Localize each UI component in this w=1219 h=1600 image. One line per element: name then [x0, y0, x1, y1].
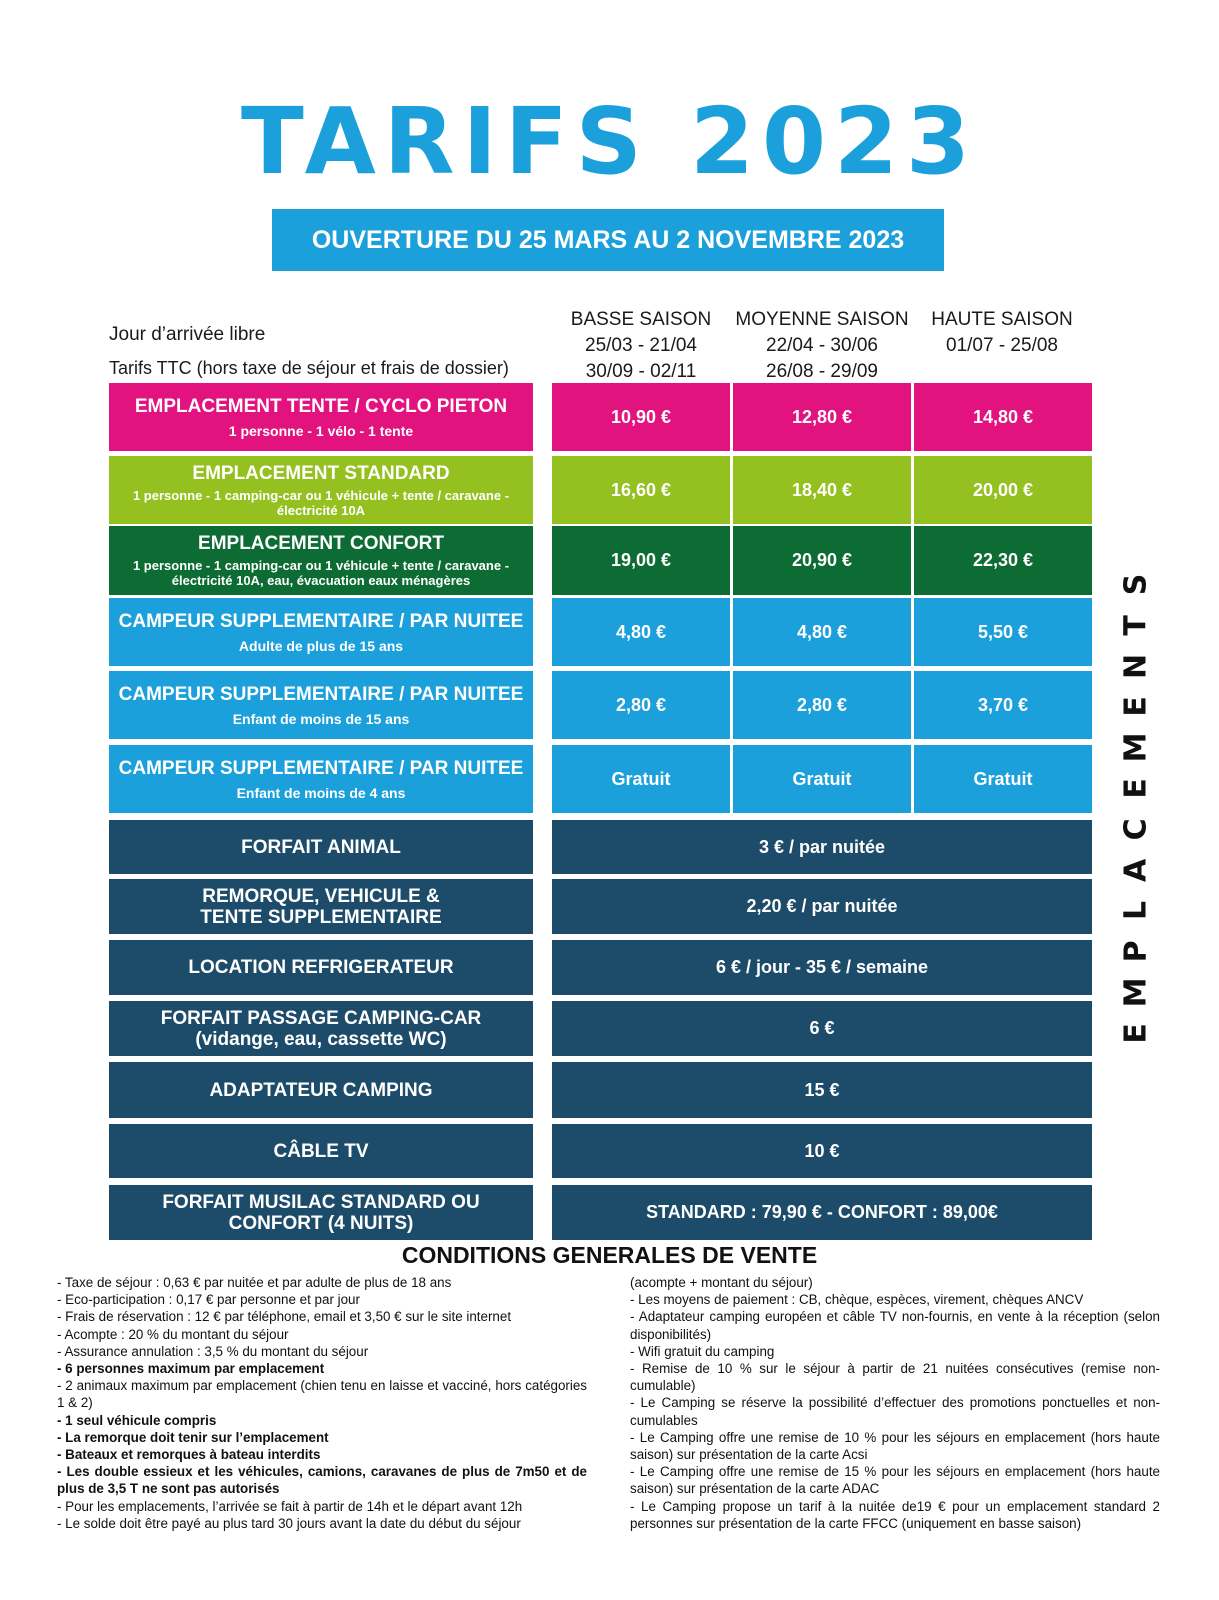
rate-title: CAMPEUR SUPPLEMENTAIRE / PAR NUITEE: [118, 683, 524, 705]
cgv-item: - La remorque doit tenir sur l’emplacement: [57, 1429, 329, 1445]
cgv-item: - Remise de 10 % sur le séjour à partir de 21 nuitées consécutives (remise non-cumulable): [630, 1361, 1160, 1394]
price-haute: 3,70 €: [914, 671, 1092, 739]
rate-label-confort: [109, 526, 533, 595]
cgv-item: - Le Camping offre une remise de 15 % pour les séjours en emplacement (hors haute saison) sur présentation de la carte ADAC: [630, 1464, 1160, 1497]
cgv-item: - Les moyens de paiement : CB, chèque, espèces, virement, chèques ANCV: [630, 1292, 1084, 1308]
side-label-letter: A: [1118, 858, 1154, 882]
cgv-left-column: [57, 1274, 587, 1532]
side-label-letter: P: [1118, 940, 1154, 963]
cgv-item: (acompte + montant du séjour): [630, 1275, 813, 1290]
extra-price-adaptateur: 15 €: [552, 1062, 1092, 1118]
extra-price-camping-car: 6 €: [552, 1001, 1092, 1056]
cgv-item: - Taxe de séjour : 0,63 € par nuitée et par adulte de plus de 18 ans: [57, 1275, 452, 1290]
rate-title: CAMPEUR SUPPLEMENTAIRE / PAR NUITEE: [118, 757, 524, 779]
opening-banner: OUVERTURE DU 25 MARS AU 2 NOVEMBRE 2023: [272, 209, 944, 271]
side-label-letter: N: [1118, 653, 1154, 679]
price-moyenne: Gratuit: [733, 745, 911, 813]
price-basse: 10,90 €: [552, 383, 730, 451]
side-label-letter: L: [1118, 901, 1154, 921]
price-moyenne: 18,40 €: [733, 456, 911, 524]
cgv-item: - Frais de réservation : 12 € par téléphone, email et 3,50 € sur le site internet: [57, 1309, 512, 1325]
cgv-item: - 6 personnes maximum par emplacement: [57, 1361, 325, 1377]
extra-label-adaptateur: [109, 1062, 533, 1118]
extra-label-cable-tv: [109, 1124, 533, 1178]
rate-title: EMPLACEMENT STANDARD: [192, 462, 450, 484]
extra-label-animal: [109, 820, 533, 874]
price-haute: 20,00 €: [914, 456, 1092, 524]
extra-label-camping-car: [109, 1001, 533, 1056]
extra-title: LOCATION REFRIGERATEUR: [188, 957, 454, 978]
side-label-emplacements: [1112, 564, 1162, 1054]
price-moyenne: 20,90 €: [733, 526, 911, 595]
arrival-note: Jour d’arrivée libre: [109, 324, 266, 345]
tax-note: Tarifs TTC (hors taxe de séjour et frais de dossier): [109, 358, 509, 378]
season-header-basse: [551, 307, 731, 385]
season-name: HAUTE SAISON: [931, 309, 1073, 330]
side-label-letter: S: [1118, 573, 1154, 596]
side-label-letter: E: [1118, 696, 1154, 718]
rate-subtitle: 1 personne - 1 vélo - 1 tente: [228, 422, 414, 439]
extra-price-musilac: STANDARD : 79,90 € - CONFORT : 89,00€: [552, 1185, 1092, 1240]
side-label-letter: E: [1118, 778, 1154, 799]
cgv-item: - Le Camping propose un tarif à la nuitée de19 € pour un emplacement standard 2 personnes sur présentation de la carte FFCC (uniquement en basse saison): [630, 1498, 1160, 1531]
extra-price-refrigerateur: 6 € / jour - 35 € / semaine: [552, 940, 1092, 995]
rate-subtitle: 1 personne - 1 camping-car ou 1 véhicule + tente / caravane - électricité 10A, eau, évacuation eaux ménagères: [132, 558, 510, 588]
price-haute: 22,30 €: [914, 526, 1092, 595]
extra-title: FORFAIT MUSILAC STANDARD OU CONFORT (4 NUITS): [162, 1191, 480, 1234]
season-dates: 22/04 - 30/06: [766, 335, 878, 356]
side-label-letter: C: [1118, 818, 1154, 841]
rate-subtitle: Enfant de moins de 4 ans: [236, 784, 406, 801]
cgv-item: - Wifi gratuit du camping: [630, 1343, 775, 1359]
extra-title: FORFAIT ANIMAL: [241, 836, 401, 858]
rate-label-campeur-adulte: [109, 598, 533, 666]
price-haute: 14,80 €: [914, 383, 1092, 451]
extra-title: ADAPTATEUR CAMPING: [209, 1079, 433, 1101]
rate-subtitle: 1 personne - 1 camping-car ou 1 véhicule + tente / caravane - électricité 10A: [132, 487, 510, 518]
extra-label-refrigerateur: [109, 940, 533, 995]
extra-title: FORFAIT PASSAGE CAMPING-CAR (vidange, eau, cassette WC): [160, 1007, 482, 1050]
season-header-moyenne: [732, 307, 912, 385]
rate-label-campeur-bebe: [109, 745, 533, 813]
cgv-right-column: [630, 1274, 1160, 1532]
cgv-item: - Assurance annulation : 3,5 % du montant du séjour: [57, 1343, 369, 1359]
rate-subtitle: Adulte de plus de 15 ans: [238, 637, 404, 654]
extra-price-remorque: 2,20 € / par nuitée: [552, 879, 1092, 934]
cgv-item: - Le solde doit être payé au plus tard 30 jours avant la date du début du séjour: [57, 1515, 521, 1531]
cgv-title: CONDITIONS GENERALES DE VENTE: [401, 1242, 818, 1268]
extra-label-musilac: [109, 1185, 533, 1240]
side-label-letter: M: [1118, 732, 1154, 763]
cgv-item: - 2 animaux maximum par emplacement (chien tenu en laisse et vacciné, hors catégories 1 & 2): [57, 1378, 587, 1411]
extra-price-animal: 3 € / par nuitée: [552, 820, 1092, 874]
extra-price-cable-tv: 10 €: [552, 1124, 1092, 1178]
cgv-item: - Bateaux et remorques à bateau interdits: [57, 1447, 321, 1463]
side-label-letter: E: [1118, 1022, 1154, 1044]
cgv-item: - Acompte : 20 % du montant du séjour: [57, 1326, 289, 1342]
rate-subtitle: Enfant de moins de 15 ans: [232, 710, 410, 727]
side-label-letter: T: [1118, 614, 1154, 636]
cgv-item: - 1 seul véhicule compris: [57, 1412, 217, 1428]
season-name: MOYENNE SAISON: [735, 309, 909, 330]
price-moyenne: 12,80 €: [733, 383, 911, 451]
season-dates: 26/08 - 29/09: [766, 361, 878, 382]
cgv-item: - Les double essieux et les véhicules, camions, caravanes de plus de 7m50 et de plus de 3,5 T ne sont pas autorisés: [57, 1464, 587, 1497]
price-moyenne: 2,80 €: [733, 671, 911, 739]
rate-label-standard: [109, 456, 533, 524]
extra-title: CÂBLE TV: [273, 1140, 369, 1162]
rate-label-campeur-enfant: [109, 671, 533, 739]
rate-title: EMPLACEMENT CONFORT: [198, 533, 444, 554]
season-header-haute: [912, 307, 1092, 359]
cgv-item: - Le Camping offre une remise de 10 % pour les séjours en emplacement (hors haute saison) sur présentation de la carte Acsi: [630, 1429, 1160, 1463]
price-basse: Gratuit: [552, 745, 730, 813]
cgv-item: - Le Camping se réserve la possibilité d’effectuer des promotions ponctuelles et non-cumulables: [630, 1395, 1160, 1428]
rate-label-tente: [109, 383, 533, 451]
price-haute: Gratuit: [914, 745, 1092, 813]
price-basse: 4,80 €: [552, 598, 730, 666]
side-label-letter: M: [1118, 977, 1154, 1008]
price-haute: 5,50 €: [914, 598, 1092, 666]
season-dates: 01/07 - 25/08: [946, 335, 1058, 356]
page-title: TARIFS 2023: [240, 88, 979, 195]
season-name: BASSE SAISON: [570, 309, 712, 330]
rate-title: CAMPEUR SUPPLEMENTAIRE / PAR NUITEE: [118, 610, 524, 632]
season-dates: 25/03 - 21/04: [585, 335, 697, 356]
extra-label-remorque: [109, 879, 533, 934]
price-basse: 16,60 €: [552, 456, 730, 524]
extra-title: REMORQUE, VEHICULE & TENTE SUPPLEMENTAIRE: [200, 885, 442, 928]
rate-title: EMPLACEMENT TENTE / CYCLO PIETON: [134, 395, 508, 417]
cgv-item: - Adaptateur camping européen et câble TV non-fournis, en vente à la réception (selon disponibilités): [630, 1309, 1160, 1342]
price-moyenne: 4,80 €: [733, 598, 911, 666]
price-basse: 2,80 €: [552, 671, 730, 739]
cgv-item: - Pour les emplacements, l’arrivée se fait à partir de 14h et le départ avant 12h: [57, 1498, 523, 1514]
cgv-item: - Eco-participation : 0,17 € par personne et par jour: [57, 1292, 360, 1308]
season-dates: 30/09 - 02/11: [585, 361, 697, 382]
price-basse: 19,00 €: [552, 526, 730, 595]
